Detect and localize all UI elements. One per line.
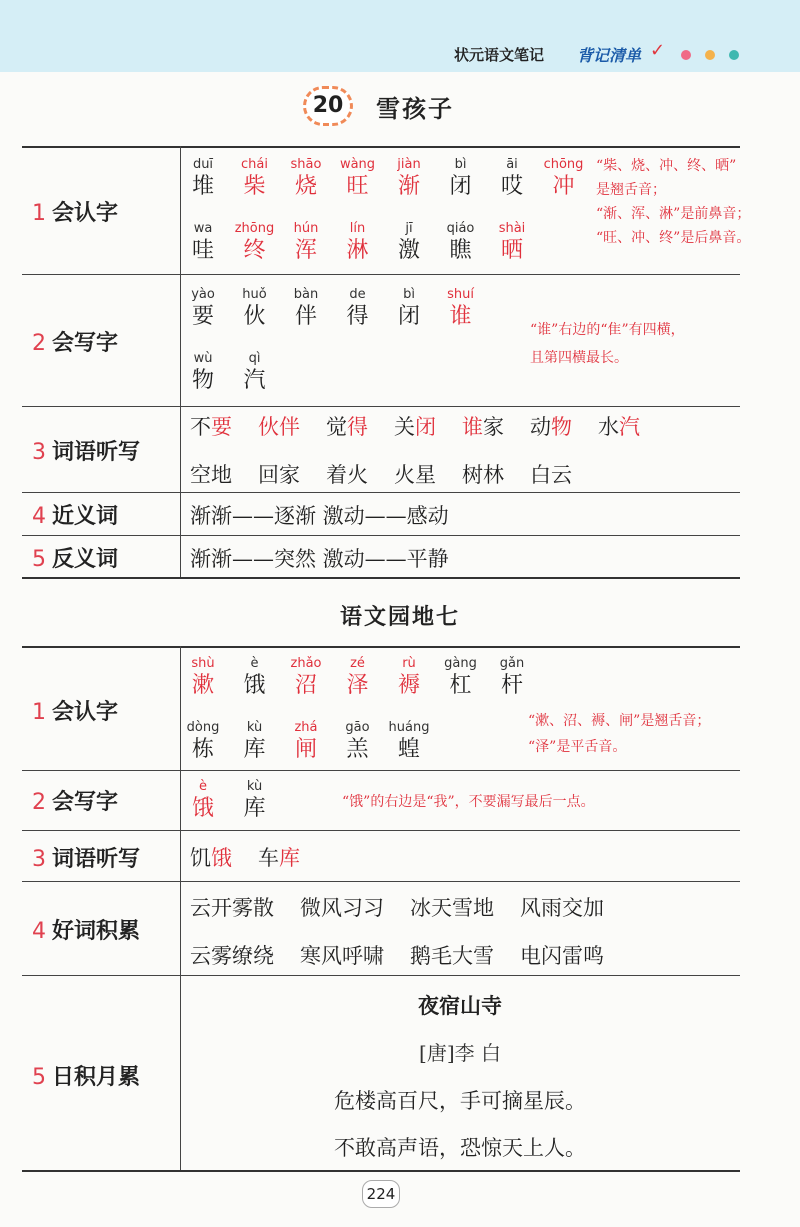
char-cell (386, 719, 432, 764)
hanzi: 蝗 (397, 737, 420, 762)
char-cell (438, 156, 484, 201)
char-cell (335, 220, 381, 265)
row-divider (22, 535, 740, 536)
brand-accent: 背记清单 (577, 46, 642, 65)
word-segment: 白云 (530, 463, 572, 487)
hanzi: 哇 (191, 238, 214, 263)
pinyin: yào (191, 287, 215, 302)
synonym-pairs: 渐渐——逐渐 激动——感动 (190, 504, 449, 528)
table-bottom-border (22, 1170, 740, 1172)
header-bar (0, 0, 800, 72)
pinyin: wù (193, 351, 213, 366)
char-cell (283, 719, 329, 764)
hanzi: 淋 (346, 238, 369, 263)
pinyin: shài (498, 221, 526, 236)
char-cell (232, 350, 278, 395)
char-cell (180, 156, 226, 201)
hanzi: 冲 (552, 174, 575, 199)
hanzi: 堆 (191, 174, 214, 199)
pinyin: chái (241, 157, 268, 172)
pinyin: hún (293, 221, 319, 236)
pinyin: gàng (444, 656, 477, 671)
poem-author: [唐]李 白 (419, 1041, 501, 1065)
dictation-word (462, 459, 504, 489)
pinyin: qiáo (446, 221, 475, 236)
hanzi: 泽 (346, 673, 369, 698)
garden-title: 语文园地七 (339, 605, 460, 630)
section-label: 1 会认字 (32, 700, 119, 725)
word-segment: 得 (347, 415, 368, 439)
hanzi: 褥 (397, 673, 420, 698)
hanzi: 终 (243, 238, 266, 263)
hanzi: 饿 (191, 796, 214, 821)
hanzi: 要 (191, 304, 214, 329)
char-cell (283, 655, 329, 700)
hanzi: 浑 (294, 238, 317, 263)
pinyin: zhá (294, 720, 318, 735)
dictation-word (190, 842, 232, 872)
dictation-word (190, 459, 232, 489)
char-cell (489, 156, 535, 201)
hanzi: 伴 (294, 304, 317, 329)
pinyin: zhōng (234, 221, 275, 236)
char-cell (335, 286, 381, 331)
section-label: 2 会写字 (32, 331, 119, 356)
dictation-word (326, 411, 368, 441)
section-label: 3 词语听写 (32, 847, 141, 872)
pinyin: de (349, 287, 366, 302)
word-segment: 饿 (211, 846, 232, 870)
table-top-border (22, 146, 740, 148)
char-cell (283, 286, 329, 331)
word-segment: 汽 (619, 415, 640, 439)
hanzi: 饿 (243, 673, 266, 698)
phrase-line: 云雾缭绕 寒风呼啸 鹅毛大雪 电闪雷鸣 (190, 944, 604, 968)
word-segment: 物 (551, 415, 572, 439)
note-text: “柴、烧、冲、终、晒” 是翘舌音； “渐、浑、淋”是前鼻音； “旺、冲、终”是后鼻音。 (596, 158, 751, 246)
dot-icon-teal (729, 50, 739, 60)
hanzi: 栋 (191, 737, 214, 762)
brand-name: 状元语文笔记 (454, 46, 545, 64)
char-cell (386, 220, 432, 265)
row-divider (22, 406, 740, 407)
hanzi: 哎 (500, 174, 523, 199)
hanzi: 柴 (243, 174, 266, 199)
pinyin: è (250, 656, 259, 671)
pinyin: qì (248, 351, 261, 366)
char-cell (232, 286, 278, 331)
section-label: 4 好词积累 (32, 919, 141, 944)
hanzi: 谁 (449, 304, 472, 329)
dictation-word (394, 411, 436, 441)
pinyin: kù (246, 779, 263, 794)
pinyin: huǒ (242, 287, 267, 302)
hanzi: 杆 (500, 673, 523, 698)
char-cell (335, 156, 381, 201)
char-cell (489, 655, 535, 700)
dictation-word (258, 842, 300, 872)
pinyin: bì (403, 287, 415, 302)
pinyin: shù (191, 656, 215, 671)
pinyin: gāo (345, 720, 370, 735)
word-segment: 饥 (190, 846, 211, 870)
check-icon: ✓ (650, 40, 666, 61)
section-label: 2 会写字 (32, 790, 119, 815)
char-cell (180, 220, 226, 265)
hanzi: 物 (191, 368, 214, 393)
hanzi: 晒 (500, 238, 523, 263)
word-segment: 水 (598, 415, 619, 439)
pinyin: rù (402, 656, 416, 671)
pinyin: jiàn (397, 157, 421, 172)
hanzi: 漱 (191, 673, 214, 698)
pinyin: wa (193, 221, 213, 236)
hanzi: 闸 (294, 737, 317, 762)
word-segment: 库 (279, 846, 300, 870)
char-cell (335, 655, 381, 700)
row-divider (22, 975, 740, 976)
hanzi: 闭 (397, 304, 420, 329)
phrase-line: 云开雾散 微风习习 冰天雪地 风雨交加 (190, 896, 604, 920)
dictation-word (326, 459, 368, 489)
char-cell (386, 655, 432, 700)
char-cell (180, 655, 226, 700)
dictation-line (190, 411, 666, 441)
lesson-number-badge: 20 (303, 86, 353, 126)
pinyin: jī (405, 221, 413, 236)
dictation-word (394, 459, 436, 489)
pinyin: wàng (339, 157, 376, 172)
pinyin: lín (349, 221, 366, 236)
hanzi: 激 (397, 238, 420, 263)
dictation-word (530, 459, 572, 489)
pinyin: bàn (293, 287, 319, 302)
char-cell (232, 719, 278, 764)
hanzi: 杠 (449, 673, 472, 698)
dictation-word (190, 411, 232, 441)
dictation-word (258, 459, 300, 489)
word-segment: 闭 (415, 415, 436, 439)
char-cell (180, 286, 226, 331)
word-segment: 树林 (462, 463, 504, 487)
word-segment: 空地 (190, 463, 232, 487)
word-segment: 火星 (394, 463, 436, 487)
word-segment: 回家 (258, 463, 300, 487)
pinyin: shuí (447, 287, 474, 302)
page-number: 224 (362, 1180, 400, 1208)
pinyin: zhǎo (290, 656, 322, 671)
row-divider (22, 770, 740, 771)
word-segment: 谁 (462, 415, 483, 439)
word-segment: 觉 (326, 415, 347, 439)
hanzi: 沼 (294, 673, 317, 698)
char-cell (541, 156, 587, 201)
word-segment: 动 (530, 415, 551, 439)
pinyin: bì (454, 157, 467, 172)
section-label: 5 日积月累 (32, 1065, 141, 1090)
char-cell (180, 778, 226, 823)
word-segment: 伙伴 (258, 415, 300, 439)
pinyin: è (199, 779, 207, 794)
char-cell (180, 719, 226, 764)
hanzi: 汽 (243, 368, 266, 393)
dictation-word (462, 411, 504, 441)
lesson-title: 雪孩子 (376, 95, 454, 123)
pinyin: huáng (388, 720, 430, 735)
char-cell (438, 655, 484, 700)
char-cell (438, 220, 484, 265)
hanzi: 羔 (346, 737, 369, 762)
pinyin: kù (246, 720, 263, 735)
char-cell (283, 156, 329, 201)
section-label: 5 反义词 (32, 547, 119, 572)
hanzi: 得 (346, 304, 369, 329)
section-label: 4 近义词 (32, 504, 119, 529)
pinyin: dòng (186, 720, 220, 735)
pinyin: zé (350, 656, 365, 671)
char-cell (232, 655, 278, 700)
note-text: “漱、沼、褥、闸”是翘舌音； “泽”是平舌音。 (528, 713, 711, 755)
dictation-word (258, 411, 300, 441)
word-segment: 不 (190, 415, 211, 439)
char-cell (232, 156, 278, 201)
dictation-word (598, 411, 640, 441)
poem-line: 不敢高声语，恐惊天上人。 (334, 1136, 586, 1160)
row-divider (22, 274, 740, 275)
hanzi: 渐 (397, 174, 420, 199)
hanzi: 伙 (243, 304, 266, 329)
antonym-pairs: 渐渐——突然 激动——平静 (190, 547, 449, 571)
section-label: 1 会认字 (32, 201, 119, 226)
char-cell (386, 286, 432, 331)
hanzi: 库 (243, 796, 266, 821)
pinyin: shāo (290, 157, 322, 172)
pinyin: chōng (543, 157, 584, 172)
pinyin: āi (506, 157, 518, 172)
char-cell (283, 220, 329, 265)
char-cell (232, 220, 278, 265)
word-segment: 关 (394, 415, 415, 439)
word-segment: 家 (483, 415, 504, 439)
note-text: “饿”的右边是“我”，不要漏写最后一点。 (342, 794, 595, 810)
char-cell (180, 350, 226, 395)
char-cell (232, 778, 278, 823)
char-cell (335, 719, 381, 764)
poem-title: 夜宿山寺 (418, 994, 502, 1018)
char-cell (438, 286, 484, 331)
hanzi: 闭 (449, 174, 472, 199)
word-segment: 要 (211, 415, 232, 439)
pinyin: duī (192, 157, 214, 172)
table-top-border (22, 646, 740, 648)
hanzi: 烧 (294, 174, 317, 199)
pinyin: gǎn (499, 656, 525, 671)
hanzi: 瞧 (449, 238, 472, 263)
poem-line: 危楼高百尺，手可摘星辰。 (334, 1089, 586, 1113)
word-segment: 车 (258, 846, 279, 870)
hanzi: 库 (243, 737, 266, 762)
note-text: “谁”右边的“隹”有四横， 且第四横最长。 (530, 322, 685, 366)
hanzi: 旺 (346, 174, 369, 199)
row-divider (22, 881, 740, 882)
row-divider (22, 830, 740, 831)
char-cell (489, 220, 535, 265)
dot-icon-orange (705, 50, 715, 60)
dictation-word (530, 411, 572, 441)
dot-icon-pink (681, 50, 691, 60)
word-segment: 着火 (326, 463, 368, 487)
row-divider (22, 492, 740, 493)
section-label: 3 词语听写 (32, 440, 141, 465)
dictation-line (190, 459, 598, 489)
char-cell (386, 156, 432, 201)
dictation-line (190, 842, 326, 872)
table-bottom-border (22, 577, 740, 579)
